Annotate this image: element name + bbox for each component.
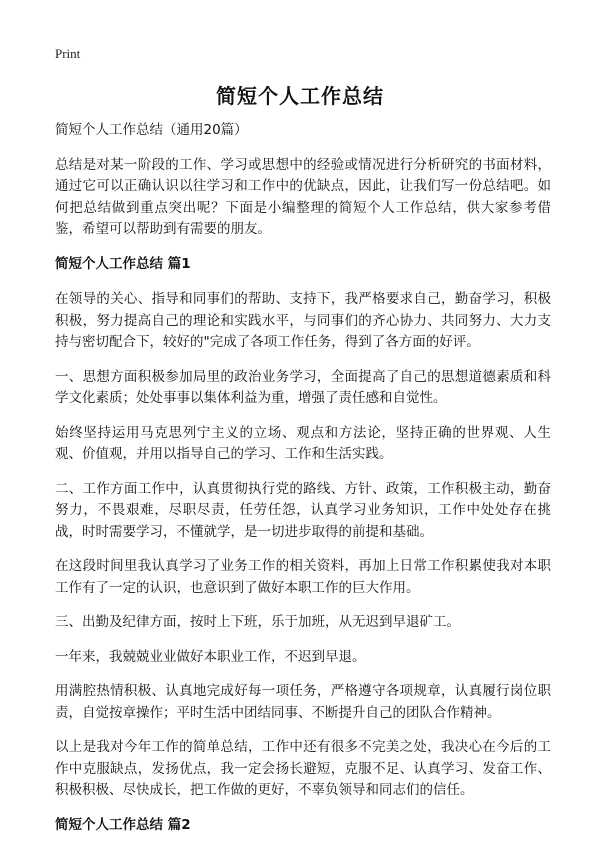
section1-paragraph: 一、思想方面积极参加局里的政治业务学习，全面提高了自己的思想道德素质和科学文化素质；处处事事以集体利益为重，增强了责任感和自觉性。 (55, 368, 551, 406)
intro-paragraph: 总结是对某一阶段的工作、学习或思想中的经验或情况进行分析研究的书面材料，通过它可以正确认识以往学习和工作中的优缺点，因此，让我们写一份总结吧。如何把总结做到重点突出呢？下面是小编整理的简短个人工作总结，供大家参考借鉴，希望可以帮助到有需要的朋友。 (55, 156, 551, 237)
page-title: 简短个人工作总结 (216, 84, 384, 108)
section1-paragraph: 一年来，我兢兢业业做好本职业工作，不迟到早退。 (55, 648, 366, 665)
section1-paragraph: 以上是我对今年工作的简单总结，工作中还有很多不完美之处，我决心在今后的工作中克服缺点，发扬优点，我一定会扬长避短，克服不足、认真学习、发奋工作、积极积极、尽快成长，把工作做的更好，不辜负领导和同志们的信任。 (55, 739, 551, 798)
document-subtitle: 简短个人工作总结（通用20篇） (55, 122, 248, 138)
section-heading-1: 简短个人工作总结 篇1 (55, 255, 191, 272)
print-link[interactable]: Print (55, 46, 81, 61)
section1-paragraph: 在这段时间里我认真学习了业务工作的相关资料，再加上日常工作积累使我对本职工作有了一定的认识，也意识到了做好本职工作的巨大作用。 (55, 558, 551, 596)
section-heading-2: 简短个人工作总结 篇2 (55, 816, 191, 833)
document-body (55, 120, 551, 850)
section1-paragraph: 在领导的关心、指导和同事们的帮助、支持下，我严格要求自己，勤奋学习，积极积极，努力提高自己的理论和实践水平，与同事们的齐心协力、共同努力、大力支持与密切配合下，较好的"完成了各项工作任务，得到了各方面的好评。 (55, 291, 551, 350)
section1-paragraph: 用满腔热情积极、认真地完成好每一项任务，严格遵守各项规章，认真履行岗位职责，自觉按章操作；平时生活中团结同事、不断提升自己的团队合作精神。 (55, 683, 551, 721)
section1-paragraph: 始终坚持运用马克思列宁主义的立场、观点和方法论，坚持正确的世界观、人生观、价值观，并用以指导自己的学习、工作和生活实践。 (55, 424, 551, 462)
section1-paragraph: 二、工作方面工作中，认真贯彻执行党的路线、方针、政策，工作积极主动，勤奋努力，不畏艰难，尽职尽责，任劳任怨，认真学习业务知识，工作中处处存在挑战，时时需要学习，不懂就学，是一切进步取得的前提和基础。 (55, 480, 551, 540)
section1-paragraph: 三、出勤及纪律方面，按时上下班，乐于加班，从无迟到早退矿工。 (55, 614, 460, 630)
